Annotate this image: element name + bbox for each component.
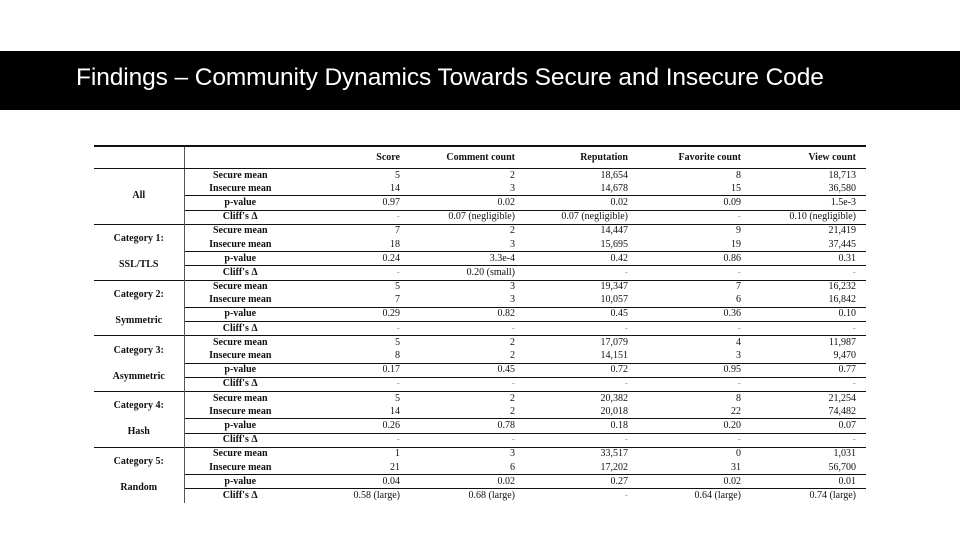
table-cell: 18,654 — [525, 169, 638, 183]
table-row — [94, 182, 866, 196]
group-label-line: Category 5: — [113, 456, 164, 468]
row-label: Cliff's Δ — [222, 322, 258, 334]
table-row — [94, 196, 866, 210]
table-row — [94, 392, 866, 406]
table-cell: 7 — [638, 280, 751, 294]
table-row — [94, 419, 866, 433]
table-cell: 0.77 — [751, 363, 866, 377]
row-label: Cliff's Δ — [222, 378, 258, 390]
group-label — [94, 336, 184, 392]
group-label-line: Random — [120, 482, 158, 494]
table-cell: - — [737, 378, 741, 390]
table-cell: 5 — [296, 392, 410, 406]
row-label: Insecure mean — [184, 294, 296, 308]
table-row — [94, 433, 866, 447]
row-label: p-value — [184, 419, 296, 433]
table-cell: 0.10 — [751, 307, 866, 321]
table-cell: 2 — [410, 405, 525, 419]
row-label: p-value — [184, 475, 296, 489]
table-cell: 21,254 — [751, 392, 866, 406]
table-cell: 5 — [296, 336, 410, 350]
table-cell: 18 — [296, 238, 410, 252]
table-cell: 36,580 — [751, 182, 866, 196]
table-cell: 3.3e-4 — [410, 252, 525, 266]
column-header: Favorite count — [638, 146, 751, 169]
row-label: Insecure mean — [184, 182, 296, 196]
table-cell: 2 — [410, 392, 525, 406]
row-label: Insecure mean — [184, 461, 296, 475]
table-cell: - — [396, 266, 400, 278]
table-cell: 0.72 — [525, 363, 638, 377]
table-cell: 0.09 — [638, 196, 751, 210]
table-cell: 37,445 — [751, 238, 866, 252]
group-label-line: Hash — [127, 426, 150, 438]
table-cell: 7 — [296, 224, 410, 238]
table-cell: 74,482 — [751, 405, 866, 419]
table-cell: 19,347 — [525, 280, 638, 294]
row-label: Secure mean — [184, 392, 296, 406]
table-cell: 8 — [638, 392, 751, 406]
table-cell: 56,700 — [751, 461, 866, 475]
row-label: Secure mean — [184, 224, 296, 238]
title-bar — [0, 51, 960, 110]
table-cell: - — [737, 211, 741, 223]
table-cell: 3 — [410, 280, 525, 294]
table-cell: 6 — [638, 294, 751, 308]
table-cell: 0.86 — [638, 252, 751, 266]
row-label: p-value — [184, 196, 296, 210]
table-row — [94, 238, 866, 252]
table-cell: 17,202 — [525, 461, 638, 475]
table-cell: 4 — [638, 336, 751, 350]
group-label-line: Category 3: — [113, 344, 164, 356]
table-row — [94, 461, 866, 475]
column-header: Score — [296, 146, 410, 169]
table-cell: 6 — [410, 461, 525, 475]
table-cell: 0.68 (large) — [468, 489, 515, 501]
row-label: p-value — [184, 363, 296, 377]
group-label-line: Category 2: — [113, 288, 164, 300]
table-cell: 16,842 — [751, 294, 866, 308]
row-label: Secure mean — [184, 169, 296, 183]
table-cell: 0.04 — [296, 475, 410, 489]
table-cell: 0.18 — [525, 419, 638, 433]
table-cell: 17,079 — [525, 336, 638, 350]
table-cell: - — [396, 322, 400, 334]
header-group-cell — [94, 146, 184, 169]
table-row — [94, 210, 866, 224]
group-label-line: Category 1: — [113, 233, 164, 245]
table-cell: - — [737, 434, 741, 446]
table-cell: 0.45 — [410, 363, 525, 377]
table-row — [94, 489, 866, 503]
group-label-line: All — [132, 190, 146, 202]
table-cell: 0.64 (large) — [694, 489, 741, 501]
table-cell: 5 — [296, 280, 410, 294]
row-label: Insecure mean — [184, 238, 296, 252]
table-cell: 0.10 (negligible) — [789, 211, 856, 223]
table-cell: 20,382 — [525, 392, 638, 406]
table-cell: 3 — [638, 349, 751, 363]
row-label: Cliff's Δ — [222, 434, 258, 446]
table-cell: 31 — [638, 461, 751, 475]
table-cell: 7 — [296, 294, 410, 308]
table-cell: 0.07 (negligible) — [561, 211, 628, 223]
table-row — [94, 294, 866, 308]
table-cell: 0.24 — [296, 252, 410, 266]
table-cell: 2 — [410, 349, 525, 363]
column-header: Reputation — [525, 146, 638, 169]
table-cell: 0.26 — [296, 419, 410, 433]
table-cell: 10,057 — [525, 294, 638, 308]
table-row — [94, 405, 866, 419]
table-cell: 0.20 (small) — [466, 266, 515, 278]
table-cell: 0.20 — [638, 419, 751, 433]
table-cell: 18,713 — [751, 169, 866, 183]
table-cell: 0.02 — [410, 475, 525, 489]
table-cell: 14,447 — [525, 224, 638, 238]
table-cell: 0.78 — [410, 419, 525, 433]
table-row — [94, 475, 866, 489]
table-cell: 20,018 — [525, 405, 638, 419]
table-row — [94, 447, 866, 461]
table-row — [94, 169, 866, 183]
table-cell: - — [737, 322, 741, 334]
results-table — [94, 145, 866, 503]
table-cell: - — [737, 266, 741, 278]
table-cell: 14 — [296, 182, 410, 196]
table-cell: 2 — [410, 169, 525, 183]
table-cell: 0.17 — [296, 363, 410, 377]
table-cell: 0.27 — [525, 475, 638, 489]
table-cell: 33,517 — [525, 447, 638, 461]
table-cell: 0.97 — [296, 196, 410, 210]
table-cell: - — [852, 434, 856, 446]
table-cell: 15 — [638, 182, 751, 196]
table-cell: 15,695 — [525, 238, 638, 252]
table-cell: - — [624, 434, 628, 446]
header-label-cell — [184, 146, 296, 169]
row-label: Secure mean — [184, 447, 296, 461]
group-label — [94, 280, 184, 336]
group-label — [94, 169, 184, 225]
table-row — [94, 363, 866, 377]
table-cell: 22 — [638, 405, 751, 419]
table-cell: - — [852, 378, 856, 390]
group-label-line: SSL/TLS — [119, 259, 159, 271]
table-cell: 14,678 — [525, 182, 638, 196]
table-cell: 3 — [410, 182, 525, 196]
table-cell: - — [511, 322, 515, 334]
table-cell: 0.07 (negligible) — [448, 211, 515, 223]
table-cell: 2 — [410, 224, 525, 238]
table-cell: - — [624, 266, 628, 278]
table-cell: 16,232 — [751, 280, 866, 294]
group-label-line: Asymmetric — [112, 370, 165, 382]
table-cell: 8 — [296, 349, 410, 363]
group-label — [94, 447, 184, 502]
table-cell: 14 — [296, 405, 410, 419]
table-cell: 9 — [638, 224, 751, 238]
column-header: View count — [751, 146, 866, 169]
table-row — [94, 377, 866, 391]
table-cell: 1 — [296, 447, 410, 461]
table-cell: 0.07 — [751, 419, 866, 433]
table-row — [94, 322, 866, 336]
table-cell: 3 — [410, 447, 525, 461]
table-cell: 0.95 — [638, 363, 751, 377]
table-cell: 5 — [296, 169, 410, 183]
table-cell: - — [624, 489, 628, 501]
table-cell: - — [624, 378, 628, 390]
group-label-line: Symmetric — [115, 314, 163, 326]
table-cell: 21,419 — [751, 224, 866, 238]
group-label — [94, 392, 184, 448]
table-row — [94, 224, 866, 238]
group-label — [94, 224, 184, 280]
table-row — [94, 266, 866, 280]
table-cell: 8 — [638, 169, 751, 183]
row-label: p-value — [184, 252, 296, 266]
row-label: Cliff's Δ — [222, 489, 258, 501]
row-label: Secure mean — [184, 336, 296, 350]
table-header-row — [94, 146, 866, 169]
table-cell: 0.58 (large) — [353, 489, 400, 501]
table-cell: - — [852, 322, 856, 334]
table-row — [94, 307, 866, 321]
table-cell: 14,151 — [525, 349, 638, 363]
table-cell: 3 — [410, 294, 525, 308]
table-cell: 0.45 — [525, 307, 638, 321]
table-cell: - — [511, 378, 515, 390]
table-cell: 0.29 — [296, 307, 410, 321]
table-cell: - — [624, 322, 628, 334]
row-label: Secure mean — [184, 280, 296, 294]
row-label: Cliff's Δ — [222, 211, 258, 223]
table-row — [94, 280, 866, 294]
table-cell: 0.82 — [410, 307, 525, 321]
table-cell: 0.42 — [525, 252, 638, 266]
table-cell: - — [396, 434, 400, 446]
table-cell: 0.31 — [751, 252, 866, 266]
table-cell: 0.74 (large) — [809, 489, 856, 501]
slide-title: Findings – Community Dynamics Towards Secure and Insecure Code — [76, 64, 824, 91]
table-row — [94, 336, 866, 350]
table-cell: 0.02 — [638, 475, 751, 489]
table-cell: 0 — [638, 447, 751, 461]
row-label: Insecure mean — [184, 349, 296, 363]
row-label: p-value — [184, 307, 296, 321]
column-header: Comment count — [410, 146, 525, 169]
row-label: Insecure mean — [184, 405, 296, 419]
table-cell: 11,987 — [751, 336, 866, 350]
table-cell: - — [852, 266, 856, 278]
table-row — [94, 252, 866, 266]
table-cell: - — [511, 434, 515, 446]
table-cell: 21 — [296, 461, 410, 475]
table-cell: 0.36 — [638, 307, 751, 321]
table-cell: 9,470 — [751, 349, 866, 363]
table-cell: 19 — [638, 238, 751, 252]
table-cell: 1,031 — [751, 447, 866, 461]
table-cell: 2 — [410, 336, 525, 350]
group-label-line: Category 4: — [113, 400, 164, 412]
table-cell: 1.5e-3 — [751, 196, 866, 210]
table-row — [94, 349, 866, 363]
table-cell: - — [396, 378, 400, 390]
table-cell: 0.02 — [525, 196, 638, 210]
table-cell: 3 — [410, 238, 525, 252]
table-cell: 0.02 — [410, 196, 525, 210]
table-cell: 0.01 — [751, 475, 866, 489]
row-label: Cliff's Δ — [222, 266, 258, 278]
table-cell: - — [396, 211, 400, 223]
